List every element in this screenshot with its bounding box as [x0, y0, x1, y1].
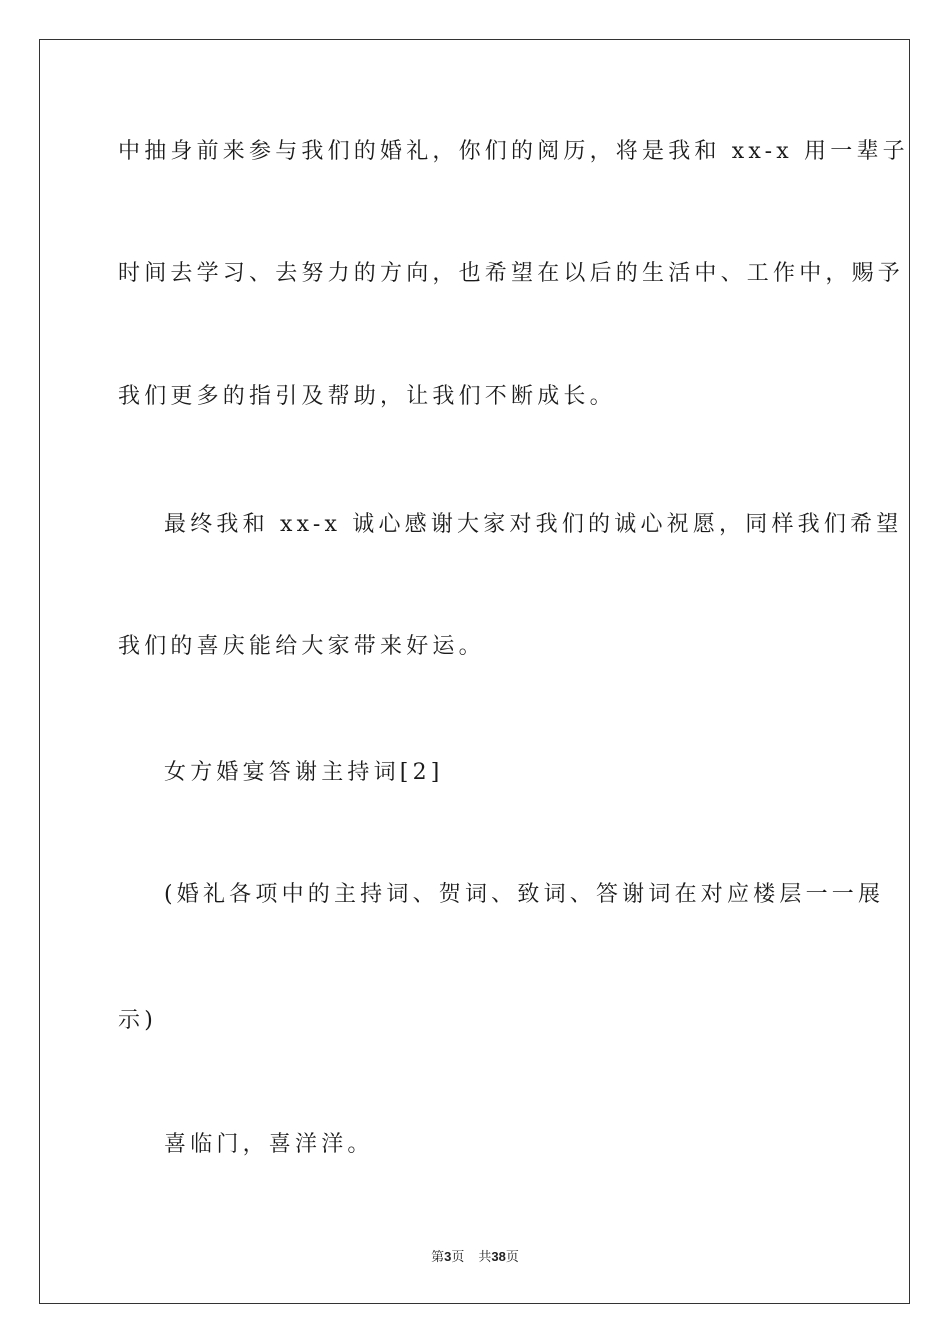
footer-page-prefix: 第 [431, 1250, 445, 1265]
section-heading: 女方婚宴答谢主持词[2] [164, 760, 444, 785]
body-text-line: 示) [118, 1008, 157, 1033]
body-text-line: 中抽身前来参与我们的婚礼，你们的阅历，将是我和 xx-x 用一辈子 [118, 139, 909, 164]
body-text-line: 时间去学习、去努力的方向，也希望在以后的生活中、工作中，赐予 [118, 261, 905, 286]
body-text-line: 我们更多的指引及帮助，让我们不断成长。 [118, 384, 616, 409]
footer-page-number: 3 [444, 1249, 452, 1264]
paragraph-start-line: 喜临门，喜洋洋。 [164, 1132, 374, 1157]
footer-total-prefix: 共 [478, 1250, 492, 1265]
paragraph-start-line: 最终我和 xx-x 诚心感谢大家对我们的诚心祝愿，同样我们希望 [164, 512, 903, 537]
footer-total-suffix: 页 [505, 1250, 519, 1265]
footer-total-pages: 38 [491, 1249, 506, 1264]
page-footer [0, 1248, 950, 1267]
body-text-line: 我们的喜庆能给大家带来好运。 [118, 634, 485, 659]
footer-page-suffix: 页 [451, 1250, 465, 1265]
page-border [39, 39, 910, 1304]
paragraph-start-line: (婚礼各项中的主持词、贺词、致词、答谢词在对应楼层一一展 [164, 882, 885, 907]
